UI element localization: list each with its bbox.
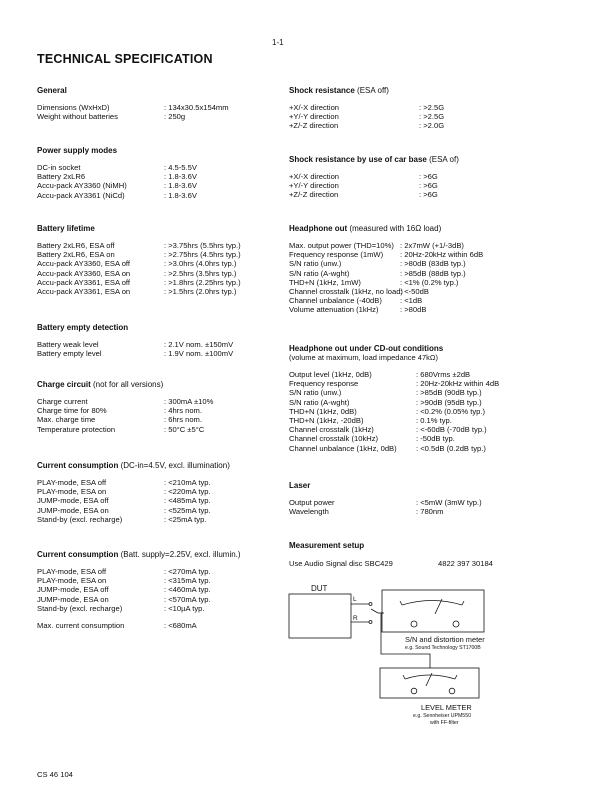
- spec-row: [37, 415, 287, 424]
- laser-section: [289, 481, 589, 516]
- sn-meter-scale: [402, 601, 462, 606]
- spec-row: [289, 190, 589, 199]
- sn-meter-needle: [435, 599, 442, 614]
- spec-label: JUMP-mode, ESA on: [37, 594, 109, 604]
- left-terminal: [369, 603, 372, 606]
- spec-row: [37, 103, 287, 112]
- shock-car-base-section: [289, 155, 589, 200]
- spec-label: Channel crosstalk (1kHz): [289, 425, 374, 435]
- spec-row: [37, 269, 287, 278]
- general-section: [37, 86, 287, 121]
- spec-value: : 6hrs nom.: [164, 415, 202, 425]
- spec-value: : >85dB (90dB typ.): [416, 388, 482, 398]
- spec-row: [37, 496, 287, 505]
- spec-rows: [289, 241, 589, 315]
- section-heading: Battery empty detection: [37, 323, 129, 332]
- spec-label: Accu-pack AY3360, ESA on: [37, 268, 131, 278]
- spec-row: [289, 425, 589, 434]
- battery-empty-section: [37, 323, 287, 358]
- spec-rows: [289, 370, 589, 453]
- spec-value: : 680Vrms ±2dB: [416, 370, 471, 379]
- spec-label: Battery weak level: [37, 340, 99, 349]
- spec-row: [37, 259, 287, 268]
- spec-value: : <1dB: [400, 296, 423, 306]
- spec-rows: [37, 478, 287, 524]
- spec-value: : 1.9V nom. ±100mV: [164, 349, 234, 359]
- spec-label: S/N ratio (A-wght): [289, 268, 350, 278]
- spec-row: [289, 172, 589, 181]
- spec-label: Stand-by (excl. recharge): [37, 603, 123, 613]
- spec-rows: [37, 103, 287, 121]
- spec-label: S/N ratio (unw.): [289, 259, 342, 269]
- document-title: TECHNICAL SPECIFICATION: [37, 52, 213, 66]
- spec-label: Dimensions (WxHxD): [37, 103, 110, 112]
- headphone-out-section: [289, 224, 589, 315]
- level-meter-box: [380, 668, 479, 698]
- spec-value: : <-60dB (-70dB typ.): [416, 425, 487, 435]
- spec-value: : >2.0G: [419, 121, 445, 131]
- battery-lifetime-section: [37, 224, 287, 296]
- disc-row: Use Audio Signal disc SBC429 4822 397 30184: [289, 559, 493, 568]
- spec-value: : 1.8-3.6V: [164, 190, 197, 200]
- spec-row: [289, 278, 589, 287]
- spec-rows: [289, 172, 589, 200]
- spec-value: : >6G: [419, 190, 438, 200]
- spec-label: PLAY-mode, ESA off: [37, 567, 107, 576]
- spec-row: [37, 112, 287, 121]
- spec-row: [289, 269, 589, 278]
- level-meter-label: LEVEL METER: [421, 703, 472, 712]
- spec-value: : <485mA typ.: [164, 496, 211, 506]
- spec-label: Battery 2xLR6, ESA on: [37, 250, 115, 260]
- spec-value: : <1% (0.2% typ.): [400, 277, 459, 287]
- right-terminal: [369, 621, 372, 624]
- spec-label: Weight without batteries: [37, 112, 118, 122]
- spec-label: Max. charge time: [37, 415, 96, 425]
- spec-row: [37, 287, 287, 296]
- spec-value: : >85dB (88dB typ.): [400, 268, 466, 278]
- spec-rows: [289, 103, 589, 131]
- spec-rows: [37, 397, 287, 434]
- spec-row: [37, 604, 287, 613]
- spec-label: Charge current: [37, 397, 88, 406]
- spec-row: [37, 278, 287, 287]
- current-dc-section: [37, 461, 287, 524]
- sn-meter-label: S/N and distortion meter: [405, 635, 485, 644]
- spec-value: : <0.2% (0.05% typ.): [416, 406, 486, 416]
- section-note: (volume at maximum, load impedance 47kΩ): [289, 353, 439, 362]
- spec-row: [37, 425, 287, 434]
- spec-value: : 4hrs nom.: [164, 406, 202, 416]
- sn-meter-knob-right: [453, 621, 459, 627]
- spec-value: : <0.5dB (0.2dB typ.): [416, 443, 486, 453]
- level-meter-knob-left: [411, 688, 417, 694]
- spec-label: PLAY-mode, ESA on: [37, 576, 107, 586]
- charge-circuit-section: [37, 380, 287, 434]
- section-heading: Current consumption (Batt. supply=2.25V, excl. illumin.): [37, 550, 241, 559]
- spec-label: Output power: [289, 498, 335, 507]
- spec-label: Wavelength: [289, 507, 329, 517]
- spec-row: [289, 259, 589, 268]
- spec-row: [37, 250, 287, 259]
- spec-value: : 2.1V nom. ±150mV: [164, 340, 234, 349]
- spec-value: : >90dB (95dB typ.): [416, 397, 482, 407]
- spec-row: [37, 506, 287, 515]
- spec-value: : <210mA typ.: [164, 478, 211, 487]
- spec-label: +Z/-Z direction: [289, 190, 339, 200]
- section-heading: Shock resistance by use of car base (ESA of): [289, 155, 459, 164]
- spec-row: [289, 250, 589, 259]
- spec-label: S/N ratio (unw.): [289, 388, 342, 398]
- spec-row: [289, 287, 589, 296]
- section-heading: Laser: [289, 481, 311, 490]
- spec-row: [37, 478, 287, 487]
- sn-meter-knob-left: [411, 621, 417, 627]
- spec-row: [289, 370, 589, 379]
- spec-value: : <525mA typ.: [164, 505, 211, 515]
- section-heading: Charge circuit (not for all versions): [37, 380, 164, 389]
- section-heading: Battery lifetime: [37, 224, 95, 233]
- spec-label: JUMP-mode, ESA off: [37, 496, 109, 506]
- spec-value: : >3.0hrs (4.0hrs typ.): [164, 259, 237, 269]
- spec-row: [289, 379, 589, 388]
- section-heading: Power supply modes: [37, 146, 118, 155]
- spec-value: : >2.5hrs (3.5hrs typ.): [164, 268, 237, 278]
- spec-label: Channel crosstalk (1kHz, no load): [289, 286, 403, 296]
- spec-label: Volume attenuation (1kHz): [289, 305, 379, 315]
- spec-value: : <460mA typ.: [164, 585, 211, 595]
- spec-row: [37, 585, 287, 594]
- section-heading: Headphone out (measured with 16Ω load): [289, 224, 442, 233]
- spec-value: : 1.8-3.6V: [164, 181, 197, 191]
- spec-label: +Y/-Y direction: [289, 181, 339, 191]
- spec-value: : >2.5G: [419, 112, 445, 122]
- switch-arm: [371, 609, 378, 613]
- spec-label: Channel crosstalk (10kHz): [289, 434, 379, 444]
- current-battery-section: [37, 550, 287, 630]
- spec-row: [37, 567, 287, 576]
- spec-label: Accu-pack AY3361, ESA off: [37, 277, 131, 287]
- spec-label: THD+N (1kHz, 1mW): [289, 277, 361, 287]
- spec-row: [37, 241, 287, 250]
- spec-value: : -50dB typ.: [416, 434, 455, 444]
- spec-value: : 250g: [164, 112, 186, 122]
- spec-rows: [37, 340, 287, 358]
- spec-value: : >1.5hrs (2.0hrs typ.): [164, 286, 237, 296]
- spec-value: : <25mA typ.: [164, 514, 207, 524]
- spec-value: : >6G: [419, 181, 438, 191]
- footer-code: CS 46 104: [37, 770, 73, 779]
- page-number: 1-1: [272, 38, 284, 47]
- l-label: L: [353, 596, 357, 603]
- spec-row: [289, 112, 589, 121]
- spec-row: [37, 349, 287, 358]
- spec-label: Frequency response (1mW): [289, 250, 384, 260]
- spec-label: +Y/-Y direction: [289, 112, 339, 122]
- spec-label: Output level (1kHz, 0dB): [289, 370, 372, 379]
- spec-value: : >2.5G: [419, 103, 445, 112]
- spec-label: PLAY-mode, ESA off: [37, 478, 107, 487]
- sn-meter-example: e.g. Sound Technology ST1700B: [405, 645, 481, 651]
- spec-value: : <570mA typ.: [164, 594, 211, 604]
- spec-label: Battery 2xLR6: [37, 172, 86, 182]
- spec-row: [289, 121, 589, 130]
- spec-label: +X/-X direction: [289, 172, 340, 181]
- shock-resistance-section: [289, 86, 589, 131]
- spec-row: [37, 181, 287, 190]
- spec-label: Battery 2xLR6, ESA off: [37, 241, 115, 250]
- section-heading: Current consumption (DC-in=4.5V, excl. illumination): [37, 461, 230, 470]
- section-heading: General: [37, 86, 67, 95]
- level-meter-knob-right: [449, 688, 455, 694]
- power-supply-section: [37, 146, 287, 200]
- spec-value: : 20Hz-20kHz within 6dB: [400, 250, 484, 260]
- spec-label: Charge time for 80%: [37, 406, 107, 416]
- part-number: 4822 397 30184: [438, 559, 493, 568]
- spec-rows: [37, 241, 287, 296]
- section-heading: Measurement setup: [289, 541, 365, 550]
- spec-row: [37, 487, 287, 496]
- spec-label: THD+N (1kHz, 0dB): [289, 406, 357, 416]
- spec-label: JUMP-mode, ESA on: [37, 505, 109, 515]
- spec-value: : 20Hz-20kHz within 4dB: [416, 379, 500, 389]
- dut-label: DUT: [311, 584, 328, 593]
- level-meter-example: e.g. Sennheiser UPM550: [413, 713, 471, 719]
- spec-label: S/N ratio (A-wght): [289, 397, 350, 407]
- spec-row: [37, 576, 287, 585]
- spec-row: [289, 388, 589, 397]
- spec-value: : <5mW (3mW typ.): [416, 498, 482, 507]
- spec-row: [289, 434, 589, 443]
- spec-row: [37, 340, 287, 349]
- max-current-row: Max. current consumption : <680mA: [37, 620, 197, 630]
- spec-value: : <220mA typ.: [164, 487, 211, 497]
- spec-label: Frequency response: [289, 379, 359, 389]
- spec-value: : <-50dB: [400, 286, 429, 296]
- spec-value: : <315mA typ.: [164, 576, 211, 586]
- spec-value: : <270mA typ.: [164, 567, 211, 576]
- spec-row: [37, 406, 287, 415]
- spec-label: PLAY-mode, ESA on: [37, 487, 107, 497]
- spec-label: +Z/-Z direction: [289, 121, 339, 131]
- spec-label: Stand-by (excl. recharge): [37, 514, 123, 524]
- spec-row: [37, 191, 287, 200]
- spec-row: [289, 407, 589, 416]
- spec-value: : >2.75hrs (4.5hrs typ.): [164, 250, 241, 260]
- spec-value: : 780nm: [416, 507, 444, 517]
- spec-label: Accu-pack AY3361, ESA on: [37, 286, 131, 296]
- level-meter-filter: with FF-filter: [430, 720, 459, 726]
- spec-row: [289, 398, 589, 407]
- spec-row: [289, 416, 589, 425]
- spec-row: [289, 444, 589, 453]
- spec-row: [289, 305, 589, 314]
- spec-label: Max. output power (THD=10%): [289, 241, 394, 250]
- spec-value: : 300mA ±10%: [164, 397, 214, 406]
- spec-row: [289, 241, 589, 250]
- spec-value: : >80dB: [400, 305, 427, 315]
- spec-row: [289, 498, 589, 507]
- measurement-diagram: [285, 582, 505, 732]
- spec-value: : 50°C ±5°C: [164, 424, 205, 434]
- spec-row: [37, 172, 287, 181]
- spec-value: : >1.8hrs (2.25hrs typ.): [164, 277, 241, 287]
- spec-label: Accu-pack AY3360, ESA off: [37, 259, 131, 269]
- spec-row: [37, 163, 287, 172]
- spec-row: [289, 103, 589, 112]
- spec-value: : >3.75hrs (5.5hrs typ.): [164, 241, 241, 250]
- spec-value: : 2x7mW (+1/-3dB): [400, 241, 464, 250]
- spec-value: : 0.1% typ.: [416, 415, 452, 425]
- spec-label: JUMP-mode, ESA off: [37, 585, 109, 595]
- sn-meter-box: [382, 590, 484, 632]
- spec-label: Battery empty level: [37, 349, 102, 359]
- section-heading: Headphone out under CD-out conditions: [289, 344, 444, 353]
- spec-value: : 134x30.5x154mm: [164, 103, 229, 112]
- spec-label: +X/-X direction: [289, 103, 340, 112]
- spec-value: : <10µA typ.: [164, 603, 205, 613]
- spec-row: [289, 296, 589, 305]
- spec-row: [289, 507, 589, 516]
- dut-box: [289, 594, 351, 638]
- spec-value: : 4.5-5.5V: [164, 163, 197, 172]
- spec-row: [37, 397, 287, 406]
- spec-rows: [37, 567, 287, 613]
- spec-label: Accu-pack AY3360 (NiMH): [37, 181, 127, 191]
- measurement-setup-section: [289, 541, 589, 569]
- spec-label: Accu-pack AY3361 (NiCd): [37, 190, 125, 200]
- spec-label: Channel unbalance (1kHz, 0dB): [289, 443, 397, 453]
- spec-row: [37, 515, 287, 524]
- spec-label: THD+N (1kHz, -20dB): [289, 415, 364, 425]
- spec-value: : >6G: [419, 172, 438, 181]
- spec-rows: [37, 163, 287, 200]
- spec-value: : >80dB (83dB typ.): [400, 259, 466, 269]
- r-label: R: [353, 615, 358, 622]
- spec-label: Temperature protection: [37, 424, 116, 434]
- spec-row: [289, 181, 589, 190]
- section-heading: Shock resistance (ESA off): [289, 86, 389, 95]
- spec-label: DC-in socket: [37, 163, 81, 172]
- spec-row: [37, 595, 287, 604]
- spec-label: Channel unbalance (-40dB): [289, 296, 382, 306]
- spec-rows: [289, 498, 589, 516]
- headphone-cd-section: [289, 344, 589, 453]
- spec-value: : 1.8-3.6V: [164, 172, 197, 182]
